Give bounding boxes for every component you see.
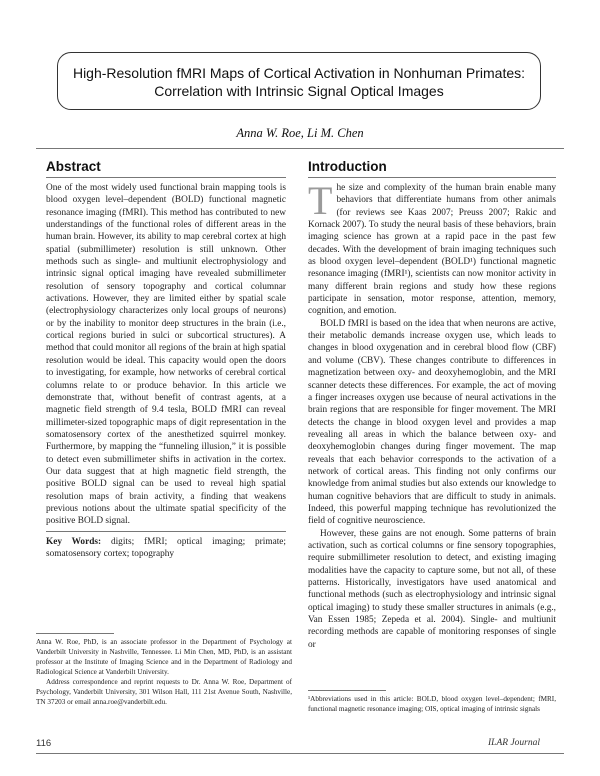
header-divider: [36, 148, 564, 149]
abbreviations-footnote: ¹Abbreviations used in this article: BOLD, blood oxygen level–dependent; fMRI, functional magnetic resonance imaging; OIS, optical imaging of intrinsic signals: [308, 695, 556, 713]
keywords-divider: [46, 531, 286, 532]
author-note-address: Address correspondence and reprint requests to Dr. Anna W. Roe, Department of Psychology, Vanderbilt University, 301 Wilson Hall, 111 21st Avenue South, Nashville, TN 37203 or email anna.roe@vanderbilt.edu.: [36, 678, 292, 706]
footer-divider: [36, 753, 564, 754]
journal-name: ILAR Journal: [488, 738, 540, 748]
introduction-body: [308, 178, 556, 651]
keywords-label: Key Words:: [46, 537, 102, 547]
introduction-heading: Introduction: [308, 159, 387, 174]
keywords-text: digits; fMRI; optical imaging; primate; somatosensory cortex; topography: [46, 537, 287, 560]
author-note-rule: [36, 633, 114, 634]
footnote-rule: [308, 690, 386, 691]
introduction-paragraph-2: BOLD fMRI is based on the idea that when neurons are active, their metabolic demands increase oxygen use, which leads to changes in blood oxygenation and in cerebral blood flow (CBF) and volume (CBV). These changes contribute to differences in magnetization between oxy- and deoxyhemoglobin, and the MRI scanner detects these differences. For example, the act of moving a finger increases oxygen use because of neural activations in the brain regions that are responsible for finger movement. The MRI detects the change in blood oxygen level and provides a map revealing all areas in which the balance between oxy- and deoxyhemoglobin changes during finger movement. The map reveals that each behavior corresponds to the activation of a network of cortical areas. This finding not only confirms our knowledge from animal studies but also extends our knowledge to human cognitive behaviors that are difficult to study in animals. Indeed, this powerful mapping technique has revolutionized the field of cognitive neuroscience.: [308, 318, 556, 527]
introduction-heading-rule: [308, 177, 556, 178]
page-number: 116: [36, 738, 52, 749]
author-note-bio: Anna W. Roe, PhD, is an associate professor in the Department of Psychology at Vanderbilt University in Nashville, Tennessee. Li Min Chen, MD, PhD, is an assistant professor at the Institute of Imaging Science and in the Department of Radiology and Radiological Science at Vanderbilt University.: [36, 638, 292, 676]
abstract-heading-rule: [46, 177, 286, 178]
abstract-heading: Abstract: [46, 159, 101, 174]
article-title-line-1: High-Resolution fMRI Maps of Cortical Activation in Nonhuman Primates:: [72, 65, 526, 81]
drop-cap: T: [308, 178, 333, 223]
introduction-paragraph-1: The size and complexity of the human brain enable many behaviors that differentiate humans from other animals (for reviews see Kaas 2007; Preuss 2007; Rakic and Kornack 2007). To study the neural basis of these behaviors, brain imaging science has grown at a rapid pace in the past few decades. With the development of brain imaging techniques such as blood oxygen level–dependent (BOLD¹) functional magnetic resonance imaging (fMRI¹), scientists can now monitor activity in many different brain regions and study how these regions participate in sensation, motor response, attention, memory, cognition, and emotion.: [308, 178, 556, 317]
article-authors: Anna W. Roe, Li M. Chen: [236, 126, 364, 140]
article-title-box: [57, 52, 541, 110]
abstract-text: One of the most widely used functional brain mapping tools is blood oxygen level–dependent (BOLD) functional magnetic resonance imaging (fMRI). This method has contributed to new understandings of the functional roles of different areas in the human brain. However, its ability to map cerebral cortex at high spatial (submillimeter) resolution is still unknown. Other methods such as single- and multiunit electrophysiology and intrinsic signal optical imaging have revealed submillimeter resolution of sensory topography and cortical columnar activations. However, they are limited either by spatial scale (electrophysiology characterizes only local groups of neurons) or by the inability to monitor deep structures in the brain (i.e., cortical regions buried in sulci or subcortical structures). A method that could monitor all regions of the brain at high spatial resolution would be ideal. This capacity would open the doors to investigating, for example, how networks of cerebral cortical columns relate to or produce behavior. In this article we demonstrate that, without benefit of contrast agents, at a magnetic field strength of 9.4 tesla, BOLD fMRI can reveal millimeter-sized topographic maps of digit representation in the somatosensory cortex of the anesthetized squirrel monkey. Furthermore, by mapping the “funneling illusion,” it is possible to detect even submillimeter shifts in activation in the cortex. Our data suggest that at high magnetic field strength, the positive BOLD signal can be used to reveal high spatial resolution maps of brain activity, a finding that weakens previous notions about the ultimate spatial specificity of the positive BOLD signal.: [46, 183, 286, 527]
introduction-paragraph-3: However, these gains are not enough. Some patterns of brain activation, such as cortical columns or fine sensory topographies, require submillimeter resolution to detect, and existing imaging modalities have the capacity to capture some, but not all, of these patterns. Historically, investigators have used anatomical and functional methods (such as electrophysiology and intrinsic signal optical imaging) to study these smaller structures in animals (e.g., Van Essen 1985; Zepeda et al. 2004). Single- and multiunit recording methods are capable of monitoring responses of single or: [308, 528, 556, 650]
article-title-line-2: Correlation with Intrinsic Signal Optical Images: [154, 83, 444, 99]
keywords: [46, 536, 286, 561]
abstract-body: [46, 182, 286, 528]
author-note: [36, 637, 292, 707]
